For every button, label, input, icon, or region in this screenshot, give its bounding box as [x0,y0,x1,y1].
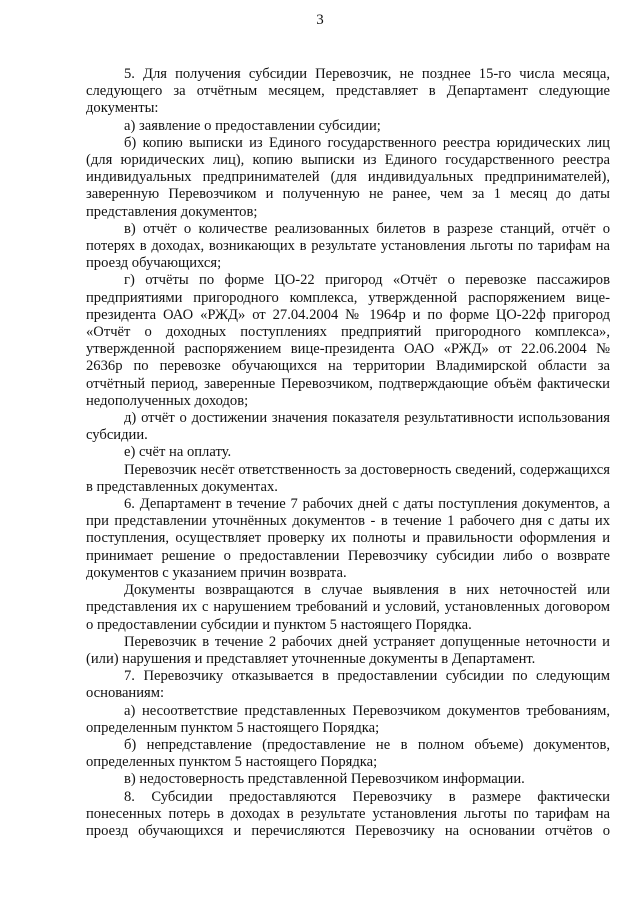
paragraph-8: 8. Субсидии предоставляются Перевозчику в размере фактически понесенных потерь в доходах в результате установления льготы по тарифам на проезд обучающихся и перечисляются Перевозчику на основании отчётов о [86,788,610,839]
page-number: 3 [316,12,324,28]
paragraph-5-intro: 5. Для получения субсидии Перевозчик, не позднее 15-го числа месяца, следующего за отчётным месяцем, представляет в Департамент следующие документы: [86,66,610,117]
list-item-b: б) копию выписки из Единого государственного реестра юридических лиц (для юридических лиц), копию выписки из Единого государственного реестра индивидуальных предпринимателей (для индивидуальных предпринимателей), заверенную Перевозчиком и полученную не ранее, чем за 1 месяц до даты представления документов; [86,134,610,220]
refusal-item-v: в) недостоверность представленной Перевозчиком информации. [124,771,525,788]
document-body [86,66,610,840]
paragraph-7: 7. Перевозчику отказывается в предоставлении субсидии по следующим основаниям: [86,668,610,702]
list-item-v: в) отчёт о количестве реализованных билетов в разрезе станций, отчёт о потерях в доходах, возникающих в результате установления льготы по тарифам на проезд обучающихся; [86,220,610,272]
responsibility-paragraph: Перевозчик несёт ответственность за достоверность сведений, содержащихся в представленных документах. [86,461,610,495]
refusal-item-b: б) непредставление (предоставление не в полном объеме) документов, определенных пунктом 5 настоящего Порядка; [86,736,610,771]
list-item-a: а) заявление о предоставлении субсидии; [124,117,381,134]
carrier-corrections-paragraph: Перевозчик в течение 2 рабочих дней устраняет допущенные неточности и (или) нарушения и представляет уточненные документы в Департамент. [86,633,610,667]
list-item-e: е) счёт на оплату. [124,444,232,461]
refusal-item-a: а) несоответствие представленных Перевозчиком документов требованиям, определенным пунктом 5 настоящего Порядка; [86,702,610,736]
paragraph-6: 6. Департамент в течение 7 рабочих дней с даты поступления документов, а при представлении уточнённых документов - в течение 1 рабочего дня с даты их поступления, осуществляет проверку их полноты и правильности оформления и принимает решение о предоставлении Перевозчику субсидии либо о возврате документов с указанием причин возврата. [86,496,610,581]
documents-returned-paragraph: Документы возвращаются в случае выявления в них неточностей или представления их с нарушением требований и условий, установленных договором о предоставлении субсидии и пунктом 5 настоящего Порядка. [86,582,610,633]
list-item-g: г) отчёты по форме ЦО-22 пригород «Отчёт о перевозке пассажиров предприятиями пригородного комплекса, утвержденной распоряжением вице-президента ОАО «РЖД» от 27.04.2004 № 1964р и по форме ЦО-22ф пригород «Отчёт о доходных поступлениях предприятий пригородного комплекса», утвержденной распоряжением вице-президента ОАО «РЖД» от 22.06.2004 № 2636р по перевозке обучающихся на территории Владимирской области за отчётный период, заверенные Перевозчиком, подтверждающие объём фактически недополученных доходов; [86,272,610,409]
list-item-d: д) отчёт о достижении значения показателя результативности использования субсидии. [86,410,610,444]
